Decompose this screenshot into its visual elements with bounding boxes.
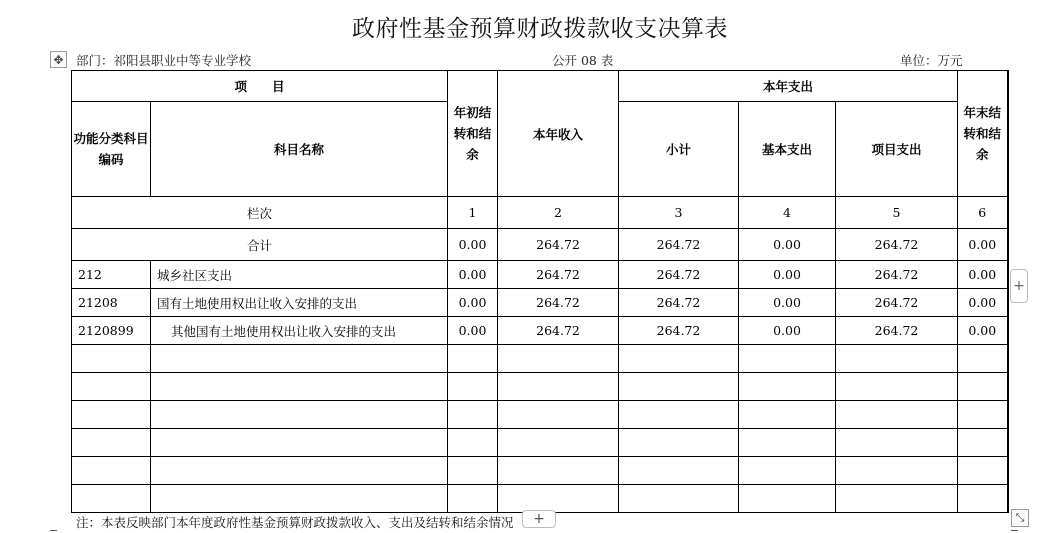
col-num: 2 xyxy=(498,197,619,229)
header-begin-balance: 年初结转和结余 xyxy=(448,71,498,197)
total-value: 0.00 xyxy=(739,229,836,261)
empty-row[interactable] xyxy=(72,373,1008,401)
header-end-balance: 年末结转和结余 xyxy=(958,71,1008,197)
empty-row[interactable] xyxy=(72,485,1008,513)
add-column-button[interactable]: + xyxy=(1010,269,1028,303)
col-num: 6 xyxy=(958,197,1008,229)
row-value[interactable]: 264.72 xyxy=(619,317,739,345)
total-value: 264.72 xyxy=(619,229,739,261)
empty-row[interactable] xyxy=(72,401,1008,429)
table-row xyxy=(72,261,1008,289)
header-project: 项目支出 xyxy=(836,102,958,197)
form-code-label: 公开 08 表 xyxy=(552,53,614,68)
table-row xyxy=(72,317,1008,345)
add-row-button[interactable]: + xyxy=(522,510,556,528)
row-value[interactable]: 264.72 xyxy=(836,289,958,317)
department-label: 部门：祁阳县职业中等专业学校 xyxy=(76,53,252,68)
row-value[interactable]: 264.72 xyxy=(498,261,619,289)
total-label: 合计 xyxy=(72,229,448,261)
header-income: 本年收入 xyxy=(498,71,619,197)
row-name[interactable]: 国有土地使用权出让收入安排的支出 xyxy=(151,289,448,317)
table-resize-handle-icon[interactable]: ⤡ xyxy=(1011,509,1029,527)
row-value[interactable]: 0.00 xyxy=(958,317,1008,345)
footnote: 注：本表反映部门本年度政府性基金预算财政拨款收入、支出及结转和结余情况 xyxy=(76,515,514,530)
report-table-container xyxy=(71,70,1009,513)
selection-corner-mark xyxy=(1011,530,1018,531)
total-value: 264.72 xyxy=(498,229,619,261)
table-move-handle-icon[interactable]: ✥ xyxy=(50,51,67,68)
header-basic: 基本支出 xyxy=(739,102,836,197)
row-value[interactable]: 0.00 xyxy=(448,317,498,345)
row-value[interactable]: 264.72 xyxy=(619,289,739,317)
row-value[interactable]: 0.00 xyxy=(448,289,498,317)
total-value: 0.00 xyxy=(958,229,1008,261)
row-value[interactable]: 0.00 xyxy=(958,289,1008,317)
header-subject-name: 科目名称 xyxy=(151,102,448,197)
col-num: 4 xyxy=(739,197,836,229)
empty-row[interactable] xyxy=(72,457,1008,485)
col-num: 1 xyxy=(448,197,498,229)
col-num: 3 xyxy=(619,197,739,229)
col-num: 5 xyxy=(836,197,958,229)
row-name[interactable]: 其他国有土地使用权出让收入安排的支出 xyxy=(151,317,448,345)
empty-row[interactable] xyxy=(72,429,1008,457)
row-value[interactable]: 0.00 xyxy=(739,261,836,289)
row-value[interactable]: 264.72 xyxy=(619,261,739,289)
row-value[interactable]: 264.72 xyxy=(498,289,619,317)
unit-label: 单位：万元 xyxy=(900,53,963,68)
row-value[interactable]: 264.72 xyxy=(498,317,619,345)
selection-corner-mark xyxy=(50,530,57,531)
report-title: 政府性基金预算财政拨款收支决算表 xyxy=(352,16,728,42)
row-code[interactable]: 2120899 xyxy=(72,317,151,345)
row-code[interactable]: 21208 xyxy=(72,289,151,317)
row-value[interactable]: 264.72 xyxy=(836,317,958,345)
header-subtotal: 小计 xyxy=(619,102,739,197)
row-value[interactable]: 264.72 xyxy=(836,261,958,289)
row-code[interactable]: 212 xyxy=(72,261,151,289)
row-value[interactable]: 0.00 xyxy=(958,261,1008,289)
row-value[interactable]: 0.00 xyxy=(448,261,498,289)
total-value: 0.00 xyxy=(448,229,498,261)
lanci-label: 栏次 xyxy=(72,197,448,229)
table-row xyxy=(72,289,1008,317)
empty-row[interactable] xyxy=(72,345,1008,373)
row-value[interactable]: 0.00 xyxy=(739,317,836,345)
header-expense: 本年支出 xyxy=(619,71,958,102)
header-func-code: 功能分类科目编码 xyxy=(72,102,151,197)
report-table[interactable] xyxy=(71,70,1009,513)
header-item: 项 目 xyxy=(72,71,448,102)
row-value[interactable]: 0.00 xyxy=(739,289,836,317)
row-name[interactable]: 城乡社区支出 xyxy=(151,261,448,289)
total-value: 264.72 xyxy=(836,229,958,261)
